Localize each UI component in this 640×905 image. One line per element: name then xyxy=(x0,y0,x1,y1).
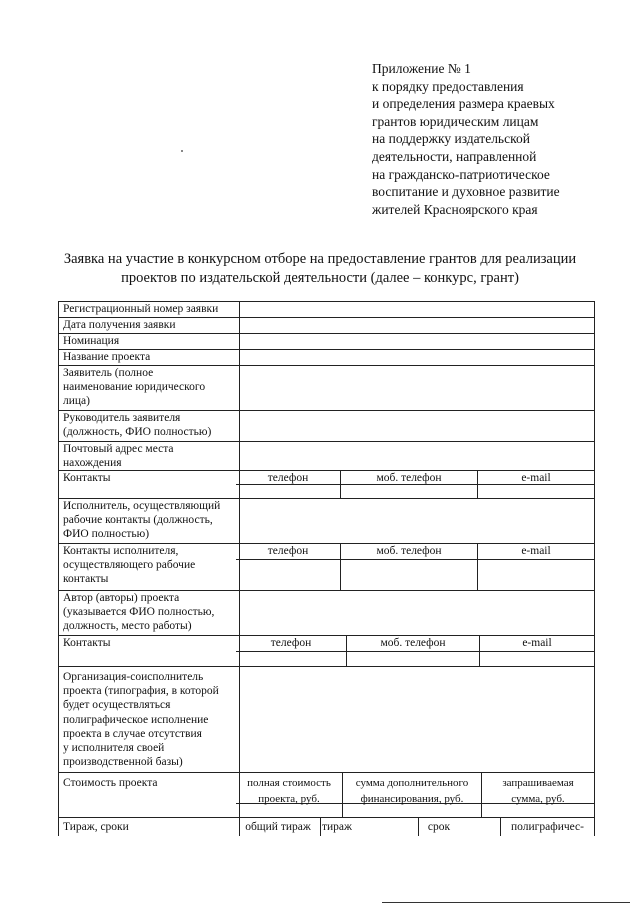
header-email: e-mail xyxy=(521,545,551,557)
label-address xyxy=(59,442,240,470)
field-head[interactable] xyxy=(236,411,595,441)
field-applicant[interactable] xyxy=(236,366,595,410)
row-address xyxy=(59,442,595,471)
label-line: полиграфическое исполнение xyxy=(63,713,209,726)
appendix-line: на гражданско-патриотическое xyxy=(372,166,550,182)
appendix-line: к порядку предоставления xyxy=(372,78,524,94)
label-author xyxy=(59,591,240,635)
header-requested-sum xyxy=(482,775,594,807)
appendix-line: на поддержку издательской xyxy=(372,131,530,147)
grid-line xyxy=(236,559,594,560)
label-line: рабочие контакты (должность, xyxy=(63,514,213,527)
appendix-note xyxy=(372,60,632,218)
label-cost: Стоимость проекта xyxy=(59,773,240,817)
header-mobile: моб. телефон xyxy=(380,637,446,649)
header-line: финансирования, руб. xyxy=(360,793,464,805)
label-line: контакты xyxy=(63,573,109,586)
page-edge-mark xyxy=(382,902,630,903)
label-line: будет осуществляться xyxy=(63,699,171,712)
label-line: Руководитель заявителя xyxy=(63,412,181,424)
label-line: проекта (типография, в которой xyxy=(63,685,219,698)
title-line-2: проектов по издательской деятельности (далее – конкурс, грант) xyxy=(121,270,519,286)
header-line: полная стоимость xyxy=(247,777,331,789)
label-line: (должность, ФИО полностью) xyxy=(63,426,212,439)
header-email: e-mail xyxy=(521,472,551,484)
header-line: сумма дополнительного xyxy=(355,777,469,789)
label-head xyxy=(59,411,240,441)
header-email: e-mail xyxy=(522,637,552,649)
label-reg-number: Регистрационный номер заявки xyxy=(59,302,240,317)
label-date: Дата получения заявки xyxy=(59,318,240,333)
circulation-grid xyxy=(236,818,595,836)
label-line: проекта в случае отсутствия xyxy=(63,727,202,740)
field-reg-number[interactable] xyxy=(236,302,595,317)
label-line: Организация-соисполнитель xyxy=(63,671,204,683)
row-co-executor xyxy=(59,667,595,773)
label-line: должность, место работы) xyxy=(63,620,192,633)
appendix-line: воспитание и духовное развитие xyxy=(372,184,560,200)
application-form-table xyxy=(58,301,595,836)
label-line: наименование юридического xyxy=(63,381,206,394)
label-nomination: Номинация xyxy=(59,334,240,349)
title-line-1: Заявка на участие в конкурсном отборе на предоставление грантов для реализации xyxy=(63,251,577,267)
label-contacts-applicant: Контакты xyxy=(59,471,240,498)
row-reg-number xyxy=(59,302,595,318)
label-line: ФИО полностью) xyxy=(63,528,150,541)
field-project-name[interactable] xyxy=(236,350,595,365)
header-mobile: моб. телефон xyxy=(376,472,442,484)
appendix-line: Приложение № 1 xyxy=(372,61,471,76)
label-executor xyxy=(59,499,240,543)
appendix-line: грантов юридическим лицам xyxy=(372,113,539,129)
header-phone: телефон xyxy=(270,637,312,649)
header-line: запрашиваемая xyxy=(502,777,574,789)
row-nomination xyxy=(59,334,595,350)
header-phone: телефон xyxy=(267,472,309,484)
row-circulation xyxy=(59,818,595,836)
label-line: у исполнителя своей xyxy=(63,742,165,755)
field-co-executor[interactable] xyxy=(236,667,595,772)
row-applicant xyxy=(59,366,595,411)
label-circulation: Тираж, сроки xyxy=(59,818,240,836)
label-project-name: Название проекта xyxy=(59,350,240,365)
label-line: Автор (авторы) проекта xyxy=(63,592,180,604)
row-date xyxy=(59,318,595,334)
field-address[interactable] xyxy=(236,442,595,470)
row-cost xyxy=(59,773,595,818)
row-author xyxy=(59,591,595,636)
field-author[interactable] xyxy=(236,591,595,635)
row-project-name xyxy=(59,350,595,366)
header-mobile: моб. телефон xyxy=(376,545,442,557)
scan-speck xyxy=(181,150,183,152)
label-line: нахождения xyxy=(63,457,122,470)
label-line: производственной базы) xyxy=(63,756,183,769)
row-contacts-author xyxy=(59,636,595,667)
header-phone: телефон xyxy=(267,545,309,557)
header-run: тираж xyxy=(322,821,352,833)
appendix-line: и определения размера краевых xyxy=(372,96,555,112)
header-term: срок xyxy=(427,821,451,833)
label-executor-contacts xyxy=(59,544,240,590)
header-printing: полиграфичес- xyxy=(511,821,584,833)
row-executor-contacts xyxy=(59,544,595,591)
label-line: Почтовый адрес места xyxy=(63,443,174,455)
field-date[interactable] xyxy=(236,318,595,333)
label-co-executor xyxy=(59,667,240,772)
header-full-cost xyxy=(236,775,342,807)
label-line: Исполнитель, осуществляющий xyxy=(63,500,221,512)
row-executor xyxy=(59,499,595,544)
label-line: лица) xyxy=(63,395,90,408)
label-line: Контакты исполнителя, xyxy=(63,545,179,557)
label-line: осуществляющего рабочие xyxy=(63,559,196,572)
appendix-line: жителей Красноярского края xyxy=(372,201,538,217)
label-line: (указывается ФИО полностью, xyxy=(63,606,215,619)
header-line: сумма, руб. xyxy=(511,793,565,805)
label-applicant xyxy=(59,366,240,410)
contacts-grid-author xyxy=(236,636,595,666)
row-contacts-applicant xyxy=(59,471,595,499)
contacts-grid-applicant xyxy=(236,471,595,498)
label-contacts-author: Контакты xyxy=(59,636,240,666)
header-line: проекта, руб. xyxy=(258,793,320,805)
header-additional-funding xyxy=(343,775,481,807)
field-executor[interactable] xyxy=(236,499,595,543)
label-line: Заявитель (полное xyxy=(63,367,154,379)
appendix-line: деятельности, направленной xyxy=(372,148,537,164)
contacts-grid-executor xyxy=(236,544,595,590)
row-head xyxy=(59,411,595,442)
header-total-run: общий тираж xyxy=(245,821,311,833)
grid-line xyxy=(320,818,321,836)
grid-line xyxy=(236,651,594,652)
cost-grid xyxy=(236,773,595,817)
field-nomination[interactable] xyxy=(236,334,595,349)
document-title xyxy=(20,250,620,288)
